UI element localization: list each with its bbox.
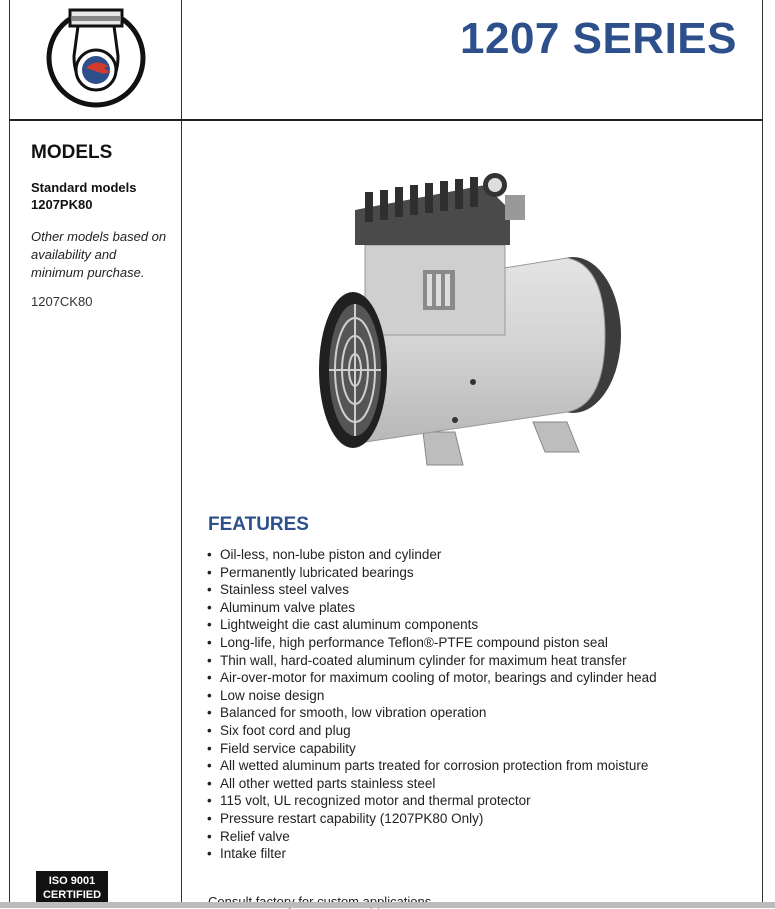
standard-models-label: Standard models <box>31 180 137 195</box>
feature-item: • All other wetted parts stainless steel <box>207 775 657 793</box>
feature-item: • Balanced for smooth, low vibration operation <box>207 704 657 722</box>
feature-item: • 115 volt, UL recognized motor and thermal protector <box>207 792 657 810</box>
right-border <box>762 0 763 908</box>
feature-item: • Permanently lubricated bearings <box>207 564 657 582</box>
feature-item: • Aluminum valve plates <box>207 599 657 617</box>
features-list <box>207 546 657 863</box>
feature-item: • Pressure restart capability (1207PK80 Only) <box>207 810 657 828</box>
feature-item: • Intake filter <box>207 845 657 863</box>
feature-item: • Thin wall, hard-coated aluminum cylinder for maximum heat transfer <box>207 652 657 670</box>
series-title: 1207 SERIES <box>460 14 737 63</box>
feature-item: • Stainless steel valves <box>207 581 657 599</box>
other-model-number: 1207CK80 <box>31 294 93 309</box>
features-heading: FEATURES <box>208 514 309 535</box>
feature-item: • Long-life, high performance Teflon®-PTFE compound piston seal <box>207 634 657 652</box>
left-border <box>9 0 10 908</box>
feature-item: • Low noise design <box>207 687 657 705</box>
feature-item: • All wetted aluminum parts treated for corrosion protection from moisture <box>207 757 657 775</box>
bottom-edge <box>0 902 775 908</box>
feature-item: • Relief valve <box>207 828 657 846</box>
brand-logo-icon <box>44 6 148 110</box>
feature-item: • Field service capability <box>207 740 657 758</box>
feature-item: • Six foot cord and plug <box>207 722 657 740</box>
iso-certified-badge <box>36 871 108 904</box>
feature-item: • Oil-less, non-lube piston and cylinder <box>207 546 657 564</box>
iso-badge-line1: ISO 9001 <box>48 875 96 887</box>
models-availability-note: Other models based on availability and minimum purchase. <box>31 229 167 280</box>
compressor-pump-image <box>305 170 630 475</box>
feature-item: • Lightweight die cast aluminum components <box>207 616 657 634</box>
standard-models <box>31 179 136 213</box>
models-heading: MODELS <box>31 142 113 163</box>
header-rule <box>9 119 763 121</box>
iso-badge-line2: CERTIFIED <box>42 889 102 901</box>
feature-item: • Air-over-motor for maximum cooling of motor, bearings and cylinder head <box>207 669 657 687</box>
standard-model-number: 1207PK80 <box>31 197 93 212</box>
column-divider <box>181 0 182 908</box>
